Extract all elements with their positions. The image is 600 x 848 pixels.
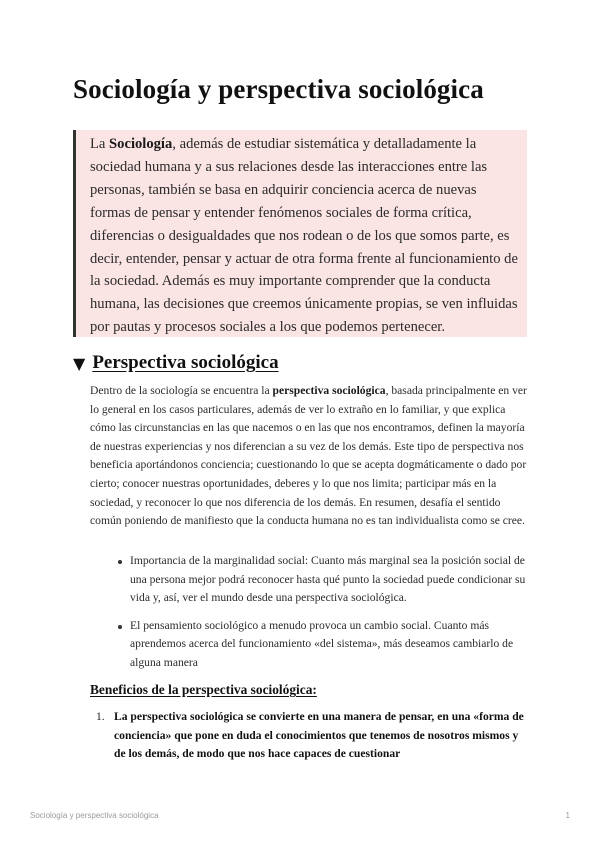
paragraph-prefix: Dentro de la sociología se encuentra la xyxy=(90,384,273,397)
footer-title: Sociología y perspectiva sociológica xyxy=(30,811,159,820)
footer-page-number: 1 xyxy=(565,811,570,820)
intro-callout xyxy=(73,130,527,337)
bullet-text: Importancia de la marginalidad social: Cuanto más marginal sea la posición social de una persona mejor podrá reconocer hasta qué punto la sociedad puede condicionar su vida y, así, ver el mundo desde una perspectiva sociológica. xyxy=(130,554,526,605)
bullet-icon xyxy=(118,560,122,564)
list-item xyxy=(90,617,530,673)
callout-text: , además de estudiar sistemática y detalladamente la sociedad humana y a sus relaciones desde las interacciones entre las personas, también se basa en adquirir conciencia acerca de nuevas formas de pensar y entender fenómenos sociales de forma crítica, diferencias o desigualdades que nos rodean o de los que somos parte, es decir, entender, pensar y actuar de otra forma frente al funcionamiento de la sociedad. Además es muy importante comprender que la conducta humana, las decisiones que creemos únicamente propias, se ven influidas por pautas y procesos sociales a los que podemos pertenecer. xyxy=(90,136,518,336)
paragraph-text: , basada principalmente en ver lo general en los casos particulares, además de ver lo extraño en lo familiar, y que explica cómo las circunstancias en las que nacemos o en las que nos encontramos, definen la mayoría de nuestras experiencias y nos diferencian a su vez de los demás. Este tipo de perspectiva nos beneficia aportándonos conciencia; cuestionando lo que se acepta dogmáticamente o dado por cierto; conocer nuestras oportunidades, deberes y lo que nos limita; participar más en la sociedad, y reconocer lo que nos diferencia de los demás. En resumen, desafía el sentido común poniendo de manifiesto que la conducta humana no es tan individualista como se cree. xyxy=(90,384,527,528)
bullet-list xyxy=(90,552,530,682)
callout-bold-term: Sociología xyxy=(109,136,173,152)
toggle-triangle-icon[interactable]: ▼ xyxy=(73,353,86,373)
section-toggle-heading[interactable] xyxy=(73,352,279,374)
benefit-text: La perspectiva sociológica se convierte en una manera de pensar, en una «forma de conciencia» que pone en duda el conocimientos que tenemos de nosotros mismos y de los demás, de modo que nos hace capaces de cuestionar xyxy=(114,710,524,761)
paragraph-bold-term: perspectiva sociológica xyxy=(272,384,386,397)
list-item xyxy=(90,552,530,608)
callout-prefix: La xyxy=(90,136,110,152)
bullet-icon xyxy=(118,625,122,629)
section-paragraph xyxy=(90,382,530,531)
section-heading: Perspectiva sociológica xyxy=(92,352,279,373)
bullet-text: El pensamiento sociológico a menudo provoca un cambio social. Cuanto más aprendemos acerca del funcionamiento «del sistema», más deseamos cambiarlo de alguna manera xyxy=(130,618,514,669)
list-number: 1. xyxy=(96,710,105,723)
list-item xyxy=(90,708,530,764)
benefits-list xyxy=(90,708,530,764)
benefits-heading: Beneficios de la perspectiva sociológica: xyxy=(90,682,317,697)
page-title: Sociología y perspectiva sociológica xyxy=(73,74,484,104)
